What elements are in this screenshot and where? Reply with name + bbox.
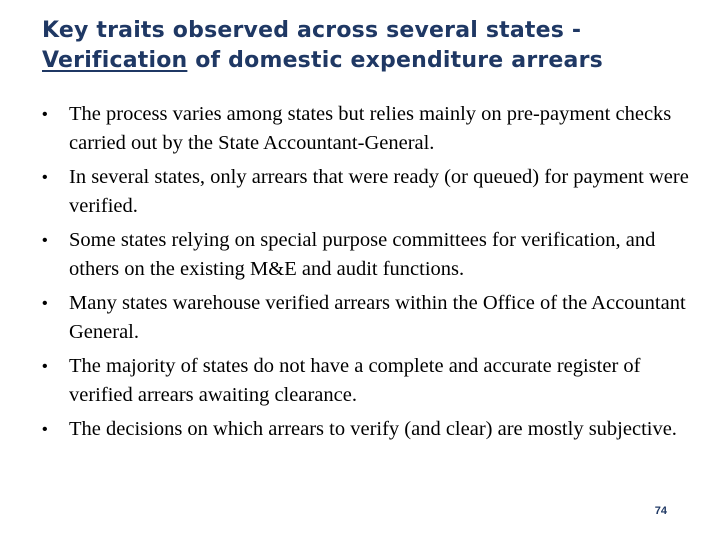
bullet-item [42,226,702,284]
bullet-icon: • [42,358,48,375]
title-underlined-word: Verification [42,48,188,73]
bullet-item [42,352,702,410]
bullet-item [42,163,702,221]
title-line-1: Key traits observed across several states - [42,18,582,43]
bullet-icon: • [42,295,48,312]
bullet-icon: • [42,421,48,438]
bullet-text: Some states relying on special purpose committees for verification, and others on the existing M&E and audit functions. [69,229,656,280]
page-number: 74 [654,505,667,517]
bullet-text: Many states warehouse verified arrears within the Office of the Accountant General. [69,292,686,343]
bullet-item [42,415,702,444]
bullet-icon: • [42,106,48,123]
bullet-text: In several states, only arrears that were ready (or queued) for payment were verified. [69,166,689,217]
bullet-text: The decisions on which arrears to verify (and clear) are mostly subjective. [69,418,677,440]
bullet-item [42,289,702,347]
bullet-list [42,100,702,449]
slide-title [42,16,702,76]
bullet-icon: • [42,169,48,186]
bullet-text: The majority of states do not have a complete and accurate register of verified arrears awaiting clearance. [69,355,641,406]
title-line-2-rest: of domestic expenditure arrears [187,48,603,73]
bullet-item [42,100,702,158]
bullet-icon: • [42,232,48,249]
bullet-text: The process varies among states but relies mainly on pre-payment checks carried out by the State Accountant-General. [69,103,672,154]
